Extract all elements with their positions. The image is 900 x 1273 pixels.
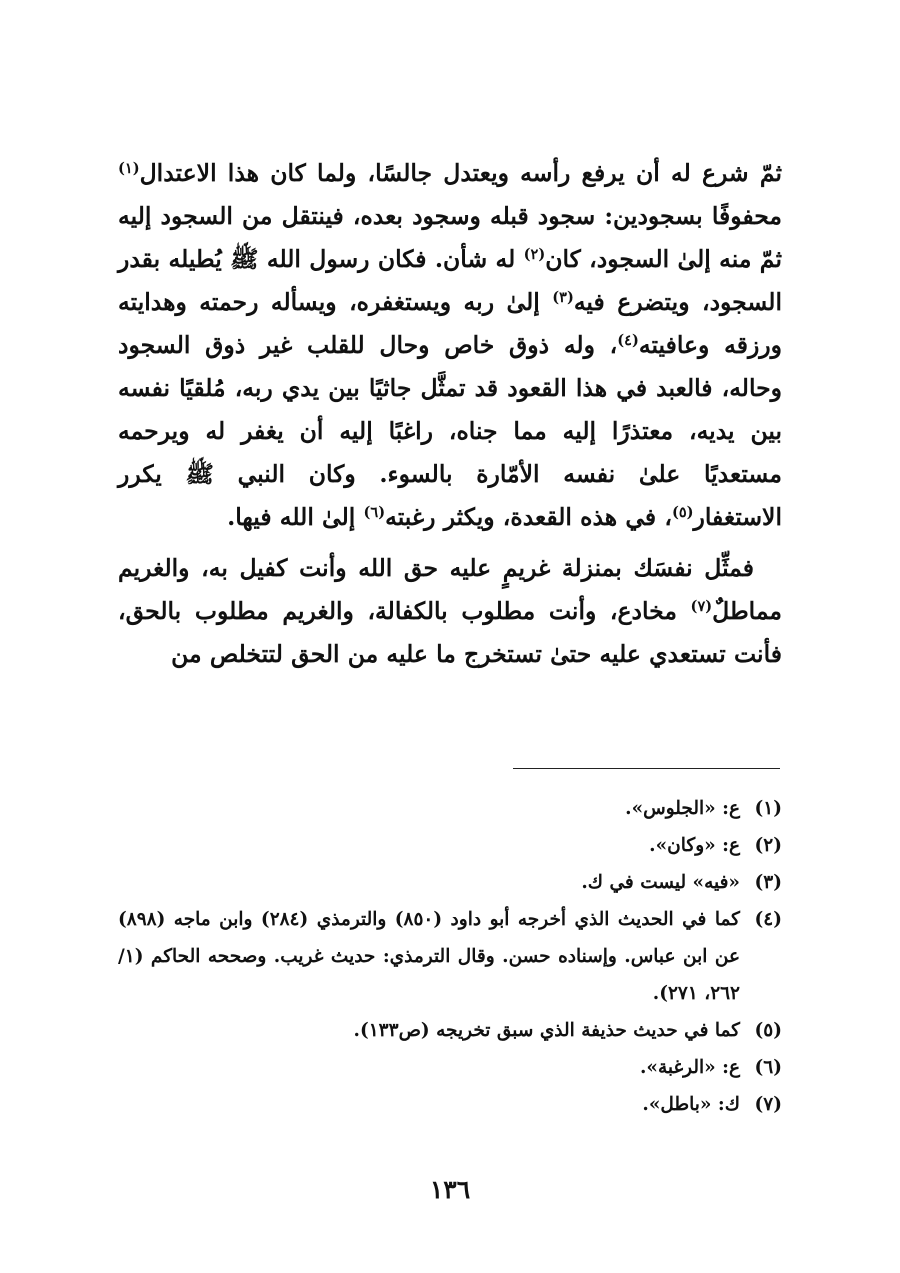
footnote-number: (٤) [754,909,782,930]
footnote-ref-2[interactable]: (٢) [523,246,546,263]
footnote-item [118,790,782,827]
footnote-ref-1[interactable]: (١) [118,160,140,177]
footnote-ref-3[interactable]: (٣) [552,289,574,306]
footnote-item [118,864,782,901]
footnote-item [118,1086,782,1123]
footnote-number: (٢) [754,835,782,856]
footnote-ref-6[interactable]: (٦) [363,504,386,521]
paragraph-2: فمثِّل نفسَك بمنزلة غريمٍ عليه حق الله وأنت كفيل به، والغريم مماطلٌ$^{(٧)}$ مخادع، وأنت مطلوب بالكفالة، والغريم مطلوب بالحق، فأنت تستعدي عليه حتىٰ تستخرج ما عليه من الحق لتتخلص من [118,554,782,668]
footnote-ref-5[interactable]: (٥) [671,504,694,521]
page-number: ١٣٦ [429,1175,471,1204]
paragraph-1: ثمّ شرع له أن يرفع رأسه ويعتدل جالسًا، ولما كان هذا الاعتدال$^{(١)}$ محفوفًا بسجودين: سجود قبله وسجود بعده، فينتقل من السجود إليه ثمّ منه إلىٰ السجود، كان$^{(٢)}$ له شأن. فكان رسول الله ﷺ يُطيله بقدر السجود، ويتضرع فيه$^{(٣)}$ إلىٰ ربه ويستغفره، ويسأله رحمته وهدايته ورزقه وعافيته$^{(٤)}$، وله ذوق خاص وحال للقلب غير ذوق السجود وحاله، فالعبد في هذا القعود قد تمثَّل جاثيًا بين يدي ربه، مُلقيًا نفسه بين يديه، معتذرًا إليه مما جناه، راغبًا إليه أن يغفر له ويرحمه مستعديًا علىٰ نفسه الأمّارة بالسوء. وكان النبي ﷺ يكرر الاستغفار$^{(٥)}$، في هذه القعدة، ويكثر رغبته$^{(٦)}$ إلىٰ الله فيها. [118,159,783,531]
footnote-number: (١) [754,798,782,819]
footnote-ref-7[interactable]: (٧) [690,598,713,615]
footnote-item [118,827,782,864]
footnotes [118,790,782,1123]
footnote-text: «فيه» ليست في ك. [581,872,740,893]
footnote-number: (٥) [754,1020,782,1041]
main-text [118,152,782,676]
footnote-text: كما في الحديث الذي أخرجه أبو داود (٨٥٠) والترمذي (٢٨٤) وابن ماجه (٨٩٨) عن ابن عباس. وإسناده حسن. وقال الترمذي: حديث غريب. وصححه الحاكم (١/ ٢٦٢، ٢٧١). [118,909,740,1004]
footnote-text: ك: «باطل». [642,1094,740,1115]
footnote-item [118,1012,782,1049]
footnote-ref-4[interactable]: (٤) [617,332,639,349]
footnote-text: ع: «الجلوس». [625,798,740,819]
footnote-separator [513,768,780,769]
footnote-item [118,1049,782,1086]
footnote-text: ع: «الرغبة». [639,1057,740,1078]
footnote-number: (٦) [754,1057,782,1078]
footnote-item [118,901,782,1012]
footnote-number: (٧) [754,1094,782,1115]
footnote-number: (٣) [754,872,782,893]
footnote-text: كما في حديث حذيفة الذي سبق تخريجه (ص١٣٣). [353,1020,740,1041]
footnote-text: ع: «وكان». [649,835,740,856]
